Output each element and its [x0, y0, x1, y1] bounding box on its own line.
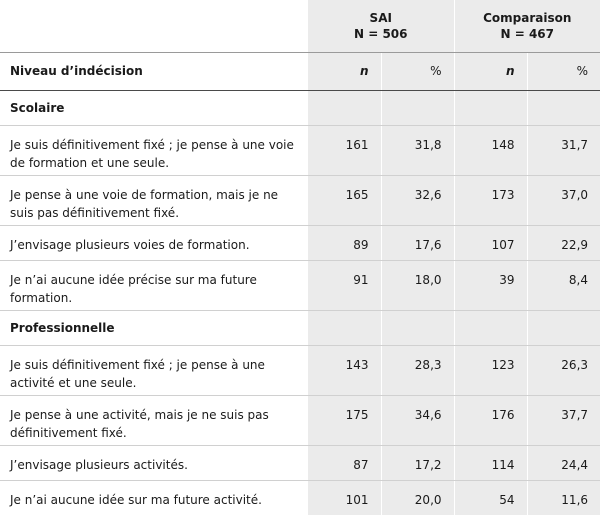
sai-n-cell: 91 — [308, 260, 381, 310]
table-row — [0, 445, 600, 480]
sai-pct-cell: 17,6 — [381, 225, 454, 260]
table-row — [0, 345, 600, 395]
sai-n-cell: 101 — [308, 480, 381, 515]
group-sai-count: N = 506 — [354, 27, 408, 41]
group-comparaison-count: N = 467 — [500, 27, 555, 41]
sai-pct-cell: 31,8 — [381, 125, 454, 175]
comparaison-n-cell: 123 — [454, 345, 527, 395]
group-header-row — [0, 0, 600, 52]
table-row — [0, 395, 600, 445]
table-row — [0, 175, 600, 225]
row-label: Je suis définitivement fixé ; je pense à une activité et une seule. — [0, 345, 308, 395]
comparaison-pct-cell: 22,9 — [527, 225, 600, 260]
comparaison-pct-header: % — [527, 52, 600, 90]
table-row — [0, 260, 600, 310]
section-row-professionnelle — [0, 310, 600, 345]
row-label-header: Niveau d’indécision — [0, 52, 308, 90]
section-title: Scolaire — [0, 90, 308, 125]
sai-pct-cell: 20,0 — [381, 480, 454, 515]
sai-pct-cell: 28,3 — [381, 345, 454, 395]
table-row — [0, 225, 600, 260]
row-label: Je suis définitivement fixé ; je pense à une voie de formation et une seule. — [0, 125, 308, 175]
row-label: Je pense à une voie de formation, mais je ne suis pas définitivement fixé. — [0, 175, 308, 225]
comparaison-n-cell: 173 — [454, 175, 527, 225]
comparaison-pct-cell: 37,0 — [527, 175, 600, 225]
sai-pct-header: % — [381, 52, 454, 90]
sai-pct-cell: 18,0 — [381, 260, 454, 310]
sai-n-cell: 165 — [308, 175, 381, 225]
column-header-row — [0, 52, 600, 90]
table-row — [0, 125, 600, 175]
sai-pct-cell: 34,6 — [381, 395, 454, 445]
group-comparaison-title: Comparaison — [483, 11, 572, 25]
sai-n-cell: 161 — [308, 125, 381, 175]
row-label: Je pense à une activité, mais je ne suis pas définitivement fixé. — [0, 395, 308, 445]
comparaison-n-cell: 54 — [454, 480, 527, 515]
comparaison-pct-cell: 26,3 — [527, 345, 600, 395]
sai-n-cell: 87 — [308, 445, 381, 480]
table-row — [0, 480, 600, 515]
comparaison-n-cell: 39 — [454, 260, 527, 310]
comparaison-n-cell: 114 — [454, 445, 527, 480]
sai-n-cell: 175 — [308, 395, 381, 445]
sai-n-header: n — [308, 52, 381, 90]
sai-pct-cell: 32,6 — [381, 175, 454, 225]
row-label: Je n’ai aucune idée précise sur ma future formation. — [0, 260, 308, 310]
comparaison-pct-cell: 31,7 — [527, 125, 600, 175]
group-header-sai — [308, 0, 454, 52]
comparaison-pct-cell: 8,4 — [527, 260, 600, 310]
section-row-scolaire — [0, 90, 600, 125]
row-label: J’envisage plusieurs voies de formation. — [0, 225, 308, 260]
sai-n-cell: 143 — [308, 345, 381, 395]
comparaison-n-cell: 176 — [454, 395, 527, 445]
group-header-comparaison — [454, 0, 600, 52]
row-label: J’envisage plusieurs activités. — [0, 445, 308, 480]
comparaison-pct-cell: 37,7 — [527, 395, 600, 445]
comparaison-pct-cell: 24,4 — [527, 445, 600, 480]
group-sai-title: SAI — [369, 11, 392, 25]
comparaison-n-cell: 148 — [454, 125, 527, 175]
comparaison-pct-cell: 11,6 — [527, 480, 600, 515]
empty-corner-cell — [0, 0, 308, 52]
section-title: Professionnelle — [0, 310, 308, 345]
comparaison-n-cell: 107 — [454, 225, 527, 260]
comparaison-n-header: n — [454, 52, 527, 90]
sai-n-cell: 89 — [308, 225, 381, 260]
row-label: Je n’ai aucune idée sur ma future activité. — [10, 492, 262, 507]
sai-pct-cell: 17,2 — [381, 445, 454, 480]
